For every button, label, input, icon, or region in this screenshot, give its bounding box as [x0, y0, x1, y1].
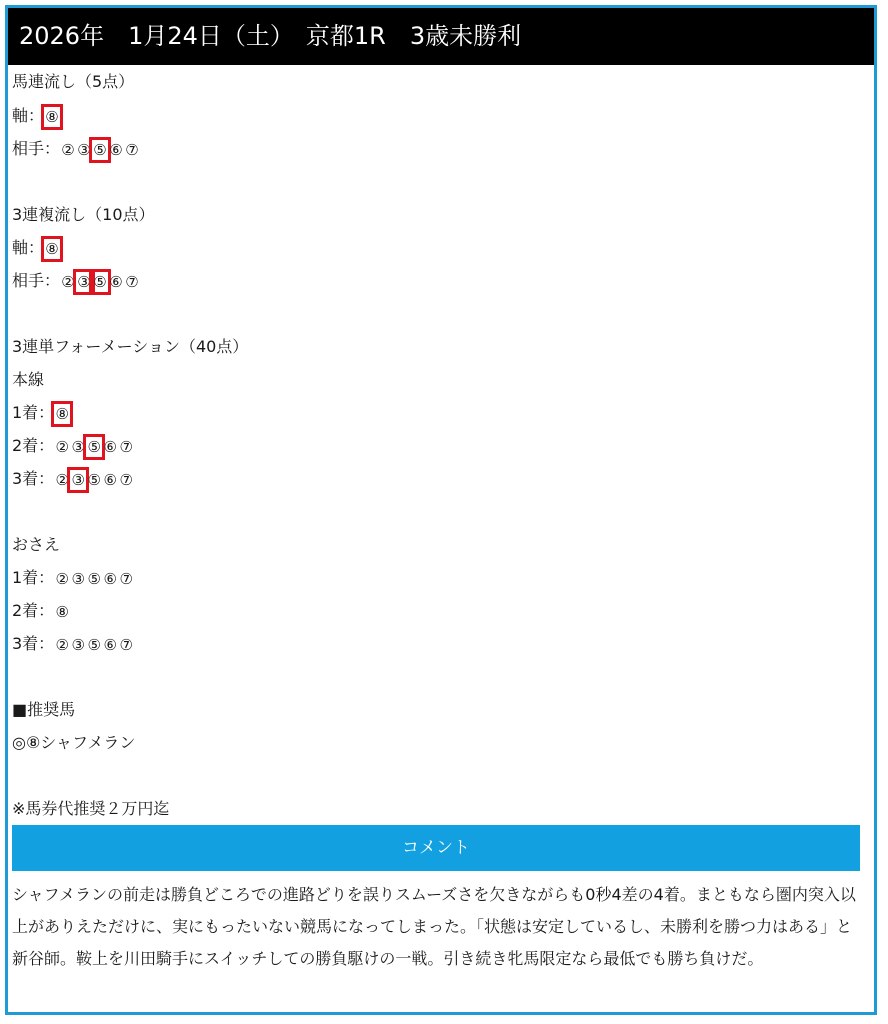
bet-line-label: 2着：: [12, 601, 55, 620]
bet-line: ◎⑧シャフメラン: [12, 733, 136, 752]
bet-line: ■推奨馬: [12, 700, 76, 719]
horse-number: ⑥: [109, 140, 123, 159]
bet-line: 本線: [12, 370, 45, 389]
highlighted-horse-number: ⑧: [45, 107, 59, 126]
horse-number: ⑥: [109, 272, 123, 291]
highlighted-horse-number: ③: [71, 470, 85, 489]
horse-number: ⑥: [103, 437, 117, 456]
horse-number: ③: [71, 437, 85, 456]
bet-line-label: 軸：: [12, 238, 45, 257]
horse-number: ③: [71, 635, 85, 654]
bet-selection-line: [12, 434, 134, 458]
horse-number: ⑦: [119, 470, 133, 489]
bet-selection-line: [12, 599, 70, 623]
bet-selection-line: [12, 632, 134, 656]
bet-line: 馬連流し（5点）: [12, 72, 135, 91]
bet-selection-line: [12, 467, 134, 491]
horse-number: ②: [55, 569, 69, 588]
bet-line: ※馬券代推奨２万円迄: [12, 799, 170, 818]
bet-line-label: 3着：: [12, 634, 55, 653]
bet-line: 3連単フォーメーション（40点）: [12, 337, 249, 356]
bet-selection-line: [12, 401, 70, 425]
bet-selection-line: [12, 236, 60, 260]
horse-number: ⑦: [119, 569, 133, 588]
horse-number: ⑥: [103, 635, 117, 654]
highlighted-horse-number: ⑤: [93, 140, 107, 159]
bet-line-label: 相手：: [12, 139, 61, 158]
highlighted-horse-number: ⑤: [93, 272, 107, 291]
bet-line-label: 1着：: [12, 403, 55, 422]
horse-number: ②: [61, 272, 75, 291]
bet-line: 3連複流し（10点）: [12, 205, 155, 224]
horse-number: ②: [61, 140, 75, 159]
horse-number: ⑧: [55, 602, 69, 621]
bet-line-label: 2着：: [12, 436, 55, 455]
horse-number: ⑤: [87, 470, 101, 489]
highlighted-horse-number: ③: [77, 272, 91, 291]
highlighted-horse-number: ⑧: [45, 239, 59, 258]
horse-number: ⑤: [87, 569, 101, 588]
bet-selection-line: [12, 137, 140, 161]
bet-selection-line: [12, 566, 134, 590]
race-title: 2026年 1月24日（土） 京都1R 3歳未勝利: [8, 8, 874, 65]
horse-number: ②: [55, 635, 69, 654]
bet-line-label: 相手：: [12, 271, 61, 290]
horse-number: ⑦: [119, 437, 133, 456]
horse-number: ⑦: [125, 140, 139, 159]
horse-number: ⑥: [103, 470, 117, 489]
bet-line-label: 3着：: [12, 469, 55, 488]
comment-text: シャフメランの前走は勝負どころでの進路どりを誤りスムーズさを欠きながらも0秒4差の4着。まともなら圏内突入以上がありえただけに、実にもったいない競馬になってしまった。「状態は安定しているし、未勝利を勝つ力はある」と新谷師。鞍上を川田騎手にスイッチしての勝負駆けの一戦。引き続き牝馬限定なら最低でも勝ち負けだ。: [12, 885, 856, 968]
highlighted-horse-number: ⑧: [55, 404, 69, 423]
horse-number: ⑥: [103, 569, 117, 588]
horse-number: ⑦: [125, 272, 139, 291]
bet-line-label: 軸：: [12, 106, 45, 125]
horse-number: ⑦: [119, 635, 133, 654]
horse-number: ③: [77, 140, 91, 159]
bet-selection-line: [12, 269, 140, 293]
bet-selection-line: [12, 104, 60, 128]
bet-line-label: 1着：: [12, 568, 55, 587]
horse-number: ⑤: [87, 635, 101, 654]
horse-number: ②: [55, 437, 69, 456]
horse-number: ②: [55, 470, 69, 489]
horse-number: ③: [71, 569, 85, 588]
comment-header-bar: コメント: [12, 825, 860, 871]
highlighted-horse-number: ⑤: [87, 437, 101, 456]
bet-line: おさえ: [12, 535, 61, 554]
